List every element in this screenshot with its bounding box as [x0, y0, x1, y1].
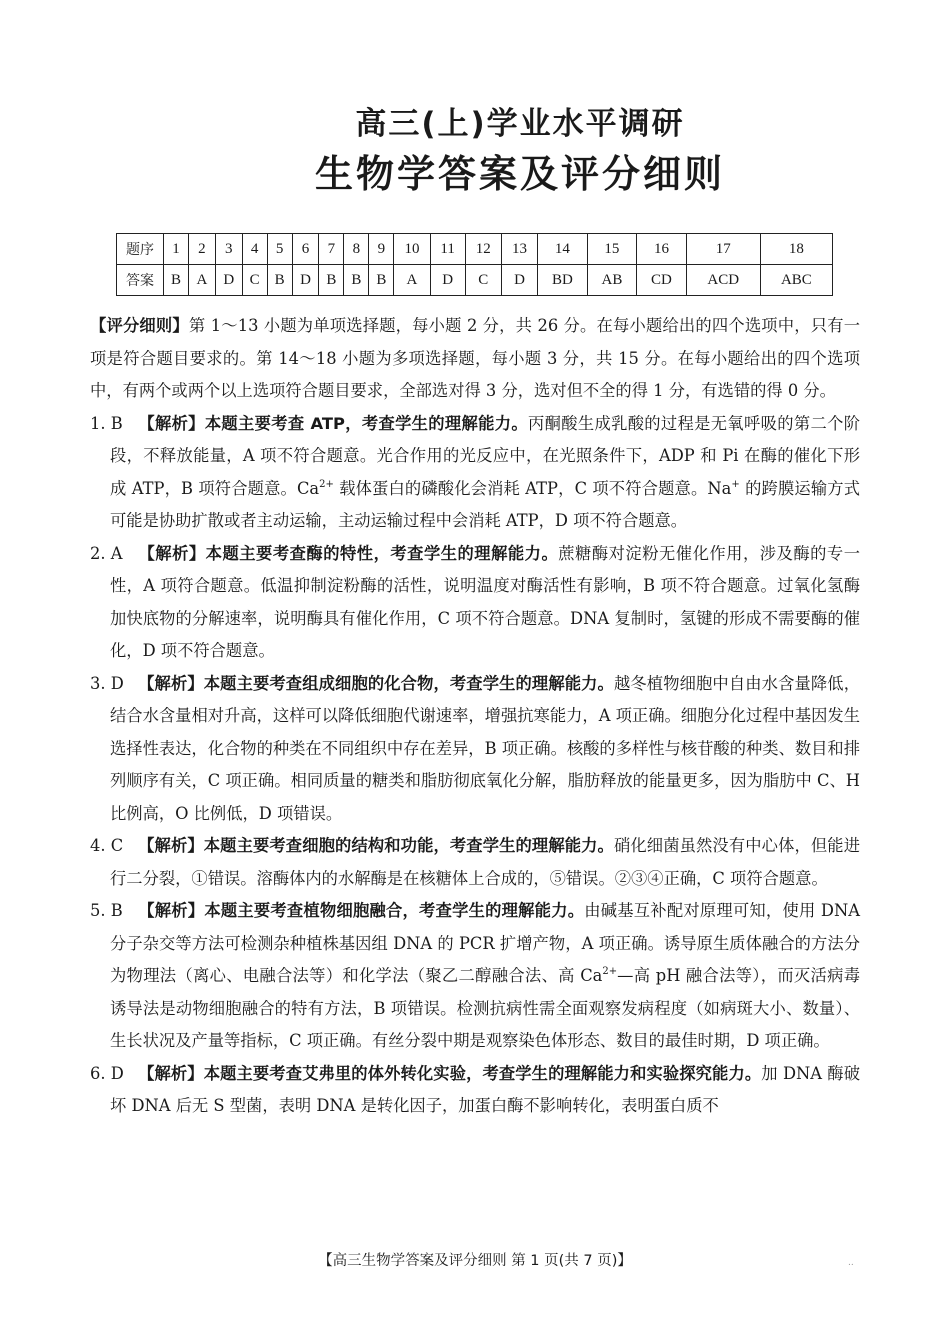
answer-cell: CD	[637, 265, 687, 296]
answer-cell: B	[319, 265, 344, 296]
question-number-cell: 13	[501, 234, 537, 265]
question-number-cell: 18	[760, 234, 832, 265]
item-number: 5. B	[90, 901, 123, 920]
question-number-cell: 15	[587, 234, 637, 265]
answer-cell: B	[164, 265, 189, 296]
item-text: 由碱基互补配对原理可知，使用 DNA 分子杂交等方法可检测杂种植株基因组 DNA 的 PCR 扩增产物，A 项正确。诱导原生质体融合的方法分为物理法（离心、电融合法等）和化学法（聚乙二醇融合法、高 Ca	[110, 901, 860, 985]
page-title-line1: 高三(上)学业水平调研	[355, 106, 685, 142]
answer-table	[116, 233, 833, 296]
question-number-cell: 4	[242, 234, 267, 265]
question-number-cell: 8	[344, 234, 369, 265]
item-text: 加 DNA 酶破坏 DNA 后无 S 型菌，表明 DNA 是转化因子，加蛋白酶不影响转化，表明蛋白质不	[110, 1063, 860, 1115]
item-number: 2. A	[90, 543, 123, 563]
page-footer: 【高三生物学答案及评分细则 第 1 页(共 7 页)】	[318, 1253, 632, 1269]
explanation-item	[90, 408, 860, 538]
answer-cell: D	[501, 265, 537, 296]
answer-row	[117, 265, 833, 296]
explanation-item	[90, 1058, 860, 1123]
answer-cell: ACD	[686, 265, 760, 296]
answer-cell: D	[292, 265, 319, 296]
question-number-cell: 5	[267, 234, 292, 265]
corner-mark: ..	[848, 1258, 854, 1268]
item-text: 越冬植物细胞中自由水含量降低，结合水含量相对升高，这样可以降低细胞代谢速率，增强抗寒能力，A 项正确。细胞分化过程中基因发生选择性表达，化合物的种类在不同组织中存在差异，B 项正确。核酸的多样性与核苷酸的种类、数目和排列顺序有关，C 项正确。相同质量的糖类和脂肪彻底氧化分解，脂肪释放的能量更多，因为脂肪中 C、H 比例高，O 比例低，D 项错误。	[110, 673, 860, 823]
item-focus: 本题主要考查细胞的结构和功能，考查学生的理解能力。	[203, 836, 614, 855]
item-number: 6. D	[90, 1063, 124, 1083]
superscript: +	[731, 478, 740, 490]
explanation-item	[90, 895, 860, 1058]
answer-cell: C	[465, 265, 501, 296]
superscript: 2+	[319, 478, 334, 490]
page-title-line2: 生物学答案及评分细则	[314, 152, 725, 196]
item-text: 丙酮酸生成乳酸的过程是无氧呼吸的第二个阶段，不释放能量，A 项不符合题意。光合作用的光反应中，在光照条件下，ADP 和 Pi 在酶的催化下形成 ATP，B 项符合题意。Ca	[110, 413, 860, 498]
row-label: 答案	[117, 265, 164, 296]
analysis-label: 【解析】	[138, 673, 204, 693]
question-number-cell: 9	[369, 234, 394, 265]
answer-cell: B	[344, 265, 369, 296]
item-number: 1. B	[90, 413, 123, 433]
answer-explanations	[90, 310, 860, 1123]
scoring-rules-text: 第 1～13 小题为单项选择题，每小题 2 分，共 26 分。在每小题给出的四个选项中，只有一项是符合题目要求的。第 14～18 小题为多项选择题，每小题 3 分，共 15 分。在每小题给出的四个选项中，有两个或两个以上选项符合题目要求，全部选对得 3 分，选对但不全的得 1 分，有选错的得 0 分。	[90, 316, 860, 400]
item-text: 载体蛋白的磷酸化会消耗 ATP，C 项不符合题意。Na	[333, 478, 732, 498]
answer-cell: A	[394, 265, 430, 296]
question-number-cell: 10	[394, 234, 430, 265]
answer-cell: D	[430, 265, 465, 296]
item-focus: 本题主要考查酶的特性，考查学生的理解能力。	[205, 543, 559, 563]
superscript: 2+	[602, 966, 618, 977]
item-number: 4. C	[90, 836, 124, 855]
answer-cell: B	[267, 265, 292, 296]
scoring-rules	[90, 310, 860, 408]
item-focus: 本题主要考查 ATP，考查学生的理解能力。	[204, 413, 528, 433]
item-focus: 本题主要考查艾弗里的体外转化实验，考查学生的理解能力和实验探究能力。	[203, 1063, 762, 1083]
answer-cell: BD	[538, 265, 588, 296]
question-number-cell: 11	[430, 234, 465, 265]
answer-cell: AB	[587, 265, 637, 296]
answer-cell: B	[369, 265, 394, 296]
answer-cell: ABC	[760, 265, 832, 296]
analysis-label: 【解析】	[138, 1063, 204, 1083]
item-text: 硝化细菌虽然没有中心体，但能进行二分裂，①错误。溶酶体内的水解酶是在核糖体上合成的，⑤错误。②③④正确，C 项符合题意。	[110, 836, 860, 888]
answer-cell: C	[242, 265, 267, 296]
scoring-rules-label: 【评分细则】	[90, 316, 189, 335]
item-number: 3. D	[90, 673, 124, 693]
explanation-item	[90, 830, 860, 895]
question-number-cell: 1	[164, 234, 189, 265]
explanation-item	[90, 668, 860, 831]
number-row	[117, 234, 833, 265]
question-number-cell: 7	[319, 234, 344, 265]
question-number-cell: 12	[465, 234, 501, 265]
question-number-cell: 17	[686, 234, 760, 265]
question-number-cell: 14	[538, 234, 588, 265]
row-label: 题序	[117, 234, 164, 265]
answer-cell: D	[215, 265, 242, 296]
analysis-label: 【解析】	[138, 543, 206, 563]
item-text: 的跨膜运输方式可能是协助扩散或者主动运输，主动运输过程中会消耗 ATP，D 项不符合题意。	[110, 478, 860, 530]
explanation-item	[90, 538, 860, 668]
item-focus: 本题主要考查组成细胞的化合物，考查学生的理解能力。	[203, 673, 614, 693]
question-number-cell: 3	[215, 234, 242, 265]
question-number-cell: 6	[292, 234, 319, 265]
question-number-cell: 2	[188, 234, 215, 265]
item-focus: 本题主要考查植物细胞融合，考查学生的理解能力。	[204, 901, 585, 920]
answer-cell: A	[188, 265, 215, 296]
item-text: 蔗糖酶对淀粉无催化作用，涉及酶的专一性，A 项符合题意。低温抑制淀粉酶的活性，说明温度对酶活性有影响，B 项不符合题意。过氧化氢酶加快底物的分解速率，说明酶具有催化作用，C 项不符合题意。DNA 复制时，氢键的形成不需要酶的催化，D 项不符合题意。	[110, 543, 860, 660]
analysis-label: 【解析】	[138, 836, 204, 855]
analysis-label: 【解析】	[138, 413, 205, 433]
item-text: —高 pH 融合法等），而灭活病毒诱导法是动物细胞融合的特有方法，B 项错误。检测抗病性需全面观察发病程度（如病斑大小、数量）、生长状况及产量等指标，C 项正确。有丝分裂中期是观察染色体形态、数目的最佳时期，D 项正确。	[110, 966, 861, 1050]
question-number-cell: 16	[637, 234, 687, 265]
analysis-label: 【解析】	[138, 901, 205, 920]
